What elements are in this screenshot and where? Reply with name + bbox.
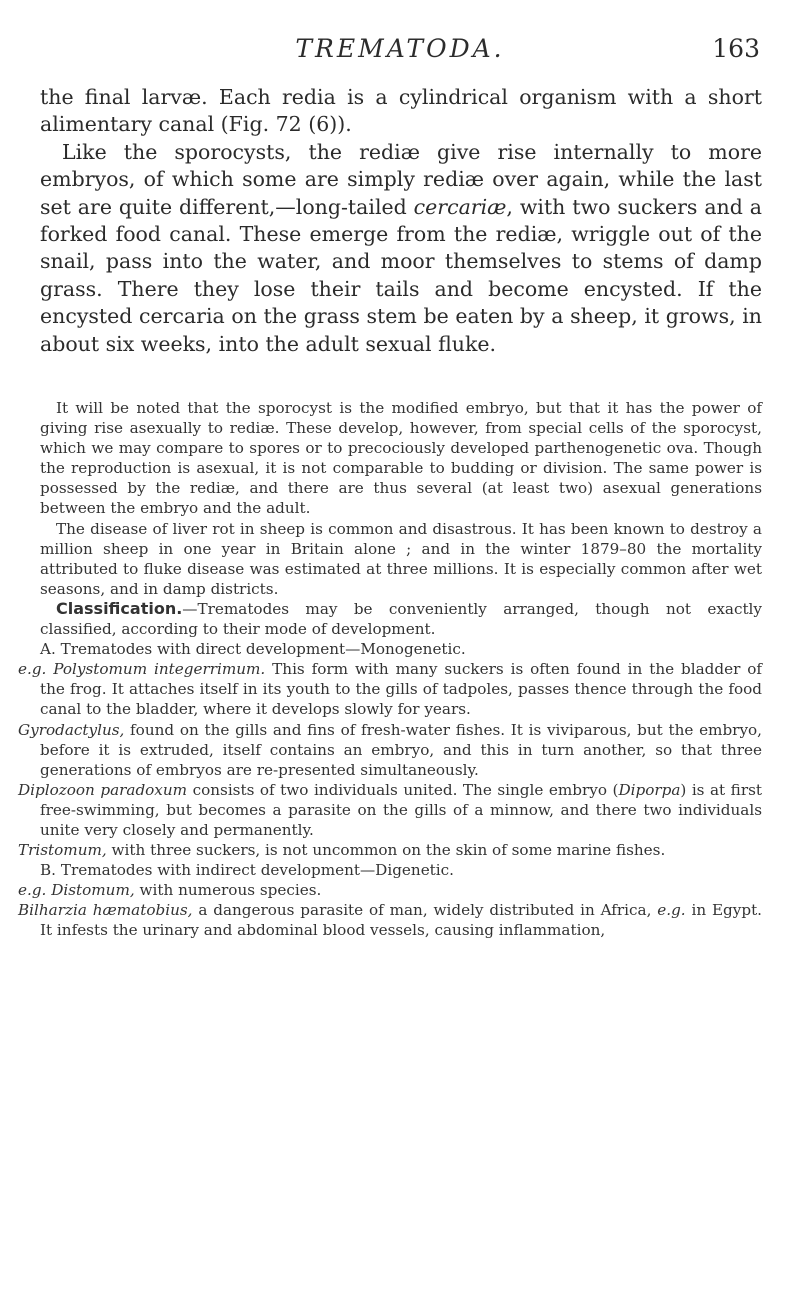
classification-heading: Classification. (56, 598, 183, 618)
diplozoon-description-2: ) is at first free-swimming, but becomes a parasite on the gills of a minnow, and there two individuals unite very closely and permanently. (40, 780, 762, 839)
running-title: TREMATODA. (295, 34, 505, 63)
tristomum-description: with three suckers, is not uncommon on the skin of some marine fishes. (106, 841, 666, 860)
bilharzia-description-2: in Egypt. It infests the urinary and abdominal blood vessels, causing inflammation, (40, 901, 763, 940)
species-diporpa: Diporpa (618, 780, 681, 799)
entry-distomum (18, 880, 762, 900)
paragraph-2-part-1: Like the sporocysts, the rediæ give rise internally to more embryos, of which some are simply rediæ over again, while the last set are quite different,—long-tailed (40, 139, 762, 219)
polystomum-description: This form with many suckers is often found in the bladder of the frog. It attaches itself in its youth to the gills of tadpoles, passes thence through the food canal to the bladder, where it develops slowly for years. (40, 660, 763, 719)
group-a-heading: A. Trematodes with direct development—Monogenetic. (40, 640, 466, 659)
distomum-description: with numerous species. (134, 881, 322, 900)
species-distomum: Distomum, (51, 881, 135, 900)
bilharzia-description-1: a dangerous parasite of man, widely distributed in Africa, (192, 901, 658, 920)
entry-diplozoon (18, 780, 762, 840)
species-gyrodactylus: Gyrodactylus, (18, 720, 125, 739)
group-b-heading: B. Trematodes with indirect development—Digenetic. (40, 861, 454, 880)
classification-paragraph (40, 599, 762, 639)
entry-polystomum (18, 659, 763, 719)
small-print-notes (18, 398, 763, 941)
entry-tristomum (18, 840, 762, 860)
entry-bilharzia (18, 900, 763, 940)
entry-gyrodactylus (18, 720, 762, 780)
diplozoon-description-1: consists of two individuals united. The single embryo ( (187, 780, 619, 799)
eg-label: e.g. (18, 660, 47, 679)
species-bilharzia: Bilharzia hæmatobius, (18, 901, 193, 920)
bilharzia-eg: e.g. (657, 901, 686, 920)
page-number: 163 (712, 34, 760, 63)
paragraph-1: the final larvæ. Each redia is a cylindrical organism with a short alimentary canal (Fig. 72 (6)). (40, 85, 762, 137)
classification-text: —Trematodes may be conveniently arranged, though not exactly classified, according to their mode of development. (40, 599, 762, 639)
note-liver-rot: The disease of liver rot in sheep is common and disastrous. It has been known to destroy a million sheep in one year in Britain alone ; and in the winter 1879–80 the mortality attributed to fluke disease was estimated at three millions. It is especially common after wet seasons, and in damp districts. (40, 519, 762, 598)
gyrodactylus-description: found on the gills and fins of fresh-water fishes. It is viviparous, but the embryo, before it is extruded, itself contains an embryo, and this in turn another, so that three generations of embryos are re-presented simultaneously. (40, 720, 762, 779)
species-diplozoon: Diplozoon paradoxum (18, 780, 188, 799)
eg-label: e.g. (18, 881, 47, 900)
species-polystomum: Polystomum integerrimum. (53, 660, 266, 679)
main-text (40, 84, 762, 358)
note-sporocyst: It will be noted that the sporocyst is the modified embryo, but that it has the power of giving rise asexually to rediæ. These develop, however, from special cells of the sporocyst, which we may compare to spores or to precociously developed parthenogenetic ova. Though the reproduction is asexual, it is not comparable to budding or division. The same power is possessed by the rediæ, and there are thus several (at least two) asexual generations between the embryo and the adult. (40, 399, 762, 518)
species-tristomum: Tristomum, (18, 841, 107, 860)
paragraph-2-part-2: , with two suckers and a forked food canal. These emerge from the rediæ, wriggle out of the snail, pass into the water, and moor themselves to stems of damp grass. There they lose their tails and become encysted. If the encysted cercaria on the grass stem be eaten by a sheep, it grows, in about six weeks, into the adult sexual fluke. (40, 194, 762, 356)
paragraph-2 (40, 139, 762, 358)
cercariae-term: cercariæ (413, 194, 507, 219)
page-header (40, 34, 760, 74)
